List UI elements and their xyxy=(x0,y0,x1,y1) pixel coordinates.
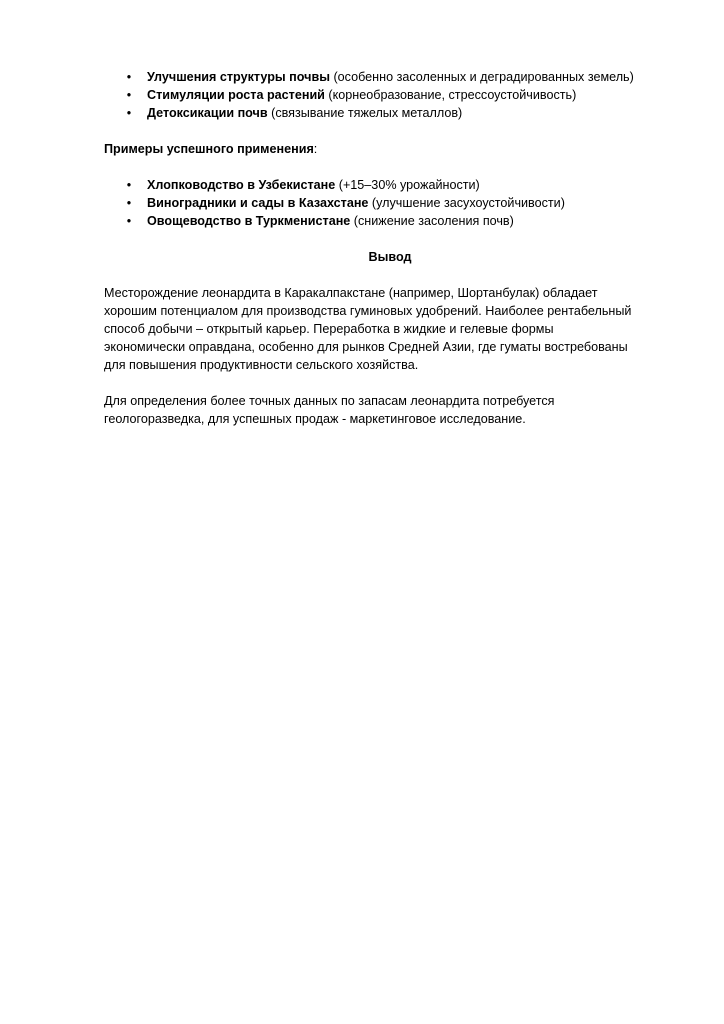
benefits-list xyxy=(104,68,676,122)
examples-heading-colon: : xyxy=(313,142,318,156)
examples-heading xyxy=(104,140,676,158)
paragraph-line: экономически оправдана, особенно для рынков Средней Азии, где гуматы востребованы xyxy=(104,340,628,354)
list-item xyxy=(104,104,676,122)
list-item-text: (+15–30% урожайности) xyxy=(335,178,480,192)
paragraph-line: для повышения продуктивности сельского хозяйства. xyxy=(104,358,419,372)
bullet-icon: • xyxy=(126,196,132,210)
list-item-bold: Виноградники и сады в Казахстане xyxy=(147,196,369,210)
list-item-bold: Овощеводство в Туркменистане xyxy=(147,214,351,228)
paragraph-line: способ добычи – открытый карьер. Переработка в жидкие и гелевые формы xyxy=(104,322,554,336)
list-item-text: (корнеобразование, стрессоустойчивость) xyxy=(324,88,577,102)
examples-list xyxy=(104,176,676,230)
examples-heading-bold: Примеры успешного применения xyxy=(104,142,314,156)
list-item-bold: Детоксикации почв xyxy=(147,106,268,120)
list-item xyxy=(104,176,676,194)
document-body xyxy=(104,68,676,446)
bullet-icon: • xyxy=(126,106,132,120)
list-item-bold: Стимуляции роста растений xyxy=(147,88,325,102)
bullet-icon: • xyxy=(126,214,132,228)
list-item-text: (снижение засоления почв) xyxy=(350,214,514,228)
list-item xyxy=(104,86,676,104)
conclusion-paragraph xyxy=(104,284,676,374)
list-item-text: (связывание тяжелых металлов) xyxy=(267,106,463,120)
conclusion-title: Вывод xyxy=(368,250,412,264)
list-item-text: (улучшение засухоустойчивости) xyxy=(368,196,565,210)
list-item-text: (особенно засоленных и деградированных земель) xyxy=(329,70,634,84)
list-item xyxy=(104,68,676,86)
bullet-icon: • xyxy=(126,178,132,192)
list-item-bold: Хлопководство в Узбекистане xyxy=(147,178,336,192)
list-item xyxy=(104,194,676,212)
list-item xyxy=(104,212,676,230)
final-paragraph xyxy=(104,392,676,428)
list-item-bold: Улучшения структуры почвы xyxy=(147,70,330,84)
paragraph-line: хорошим потенциалом для производства гуминовых удобрений. Наиболее рентабельный xyxy=(104,304,632,318)
bullet-icon: • xyxy=(126,88,132,102)
paragraph-line: Месторождение леонардита в Каракалпакстане (например, Шортанбулак) обладает xyxy=(104,286,598,300)
paragraph-line: геологоразведка, для успешных продаж - маркетинговое исследование. xyxy=(104,412,526,426)
paragraph-line: Для определения более точных данных по запасам леонардита потребуется xyxy=(104,394,555,408)
bullet-icon: • xyxy=(126,70,132,84)
